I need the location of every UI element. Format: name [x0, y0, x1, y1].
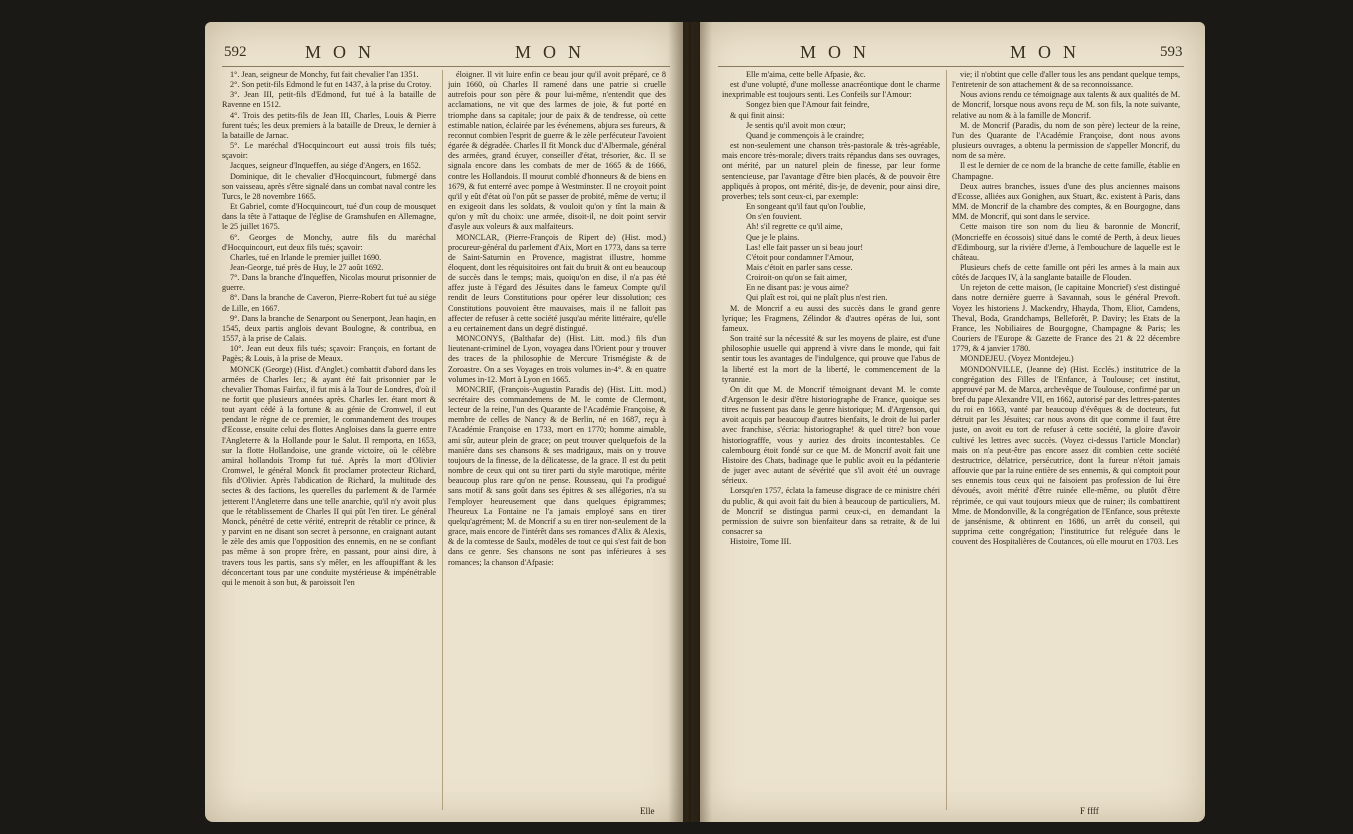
- text-paragraph: Quand je commençois à le craindre;: [746, 130, 864, 140]
- right-running-head-2: MON: [1010, 42, 1089, 62]
- left-page-number: 592: [224, 44, 247, 60]
- right-signature: F ffff: [1080, 806, 1099, 816]
- text-paragraph: MONCLAR, (Pierre-François de Ripert de) (Hist. mod.) procureur-général du parlement d'Aix, Mort en 1773, dans sa terre de Saint-Saturnin en Provence, magistrat illustre, homme éloquent, dont les réquisitoires ont fait du bruit & ont eu beaucoup de succès dans le temps; mais, quoiqu'on en dise, il n'a pas été affez juste à l'égard des Jésuites dans le fameux Compte qu'il rendit de leurs Constitutions pour opérer leur dissolution; ces Constitutions pouvoient être mauvaises, mais il ne falloit pas affecter de refuser à cette société jusqu'au mérite littéraire, qu'elle a eu certainement dans un degré distingué.: [448, 232, 666, 333]
- text-paragraph: Plusieurs chefs de cette famille ont péri les armes à la main aux côtés de Jacques IV, à la sanglante bataille de Flouden.: [952, 262, 1180, 283]
- left-catchword: Elle: [640, 806, 655, 816]
- text-paragraph: vie; il n'obtint que celle d'aller tous les ans pendant quelque temps, l'entretenir de son attachement & de sa reconnoissance.: [952, 70, 1180, 90]
- text-paragraph: Un rejeton de cette maison, (le capitaine Moncrief) s'est distingué dans notre dernière guerre à Savannah, sous le général Prevoft. Voyez les historiens J. Mackendry, Hhayda, Thom, Eliot, Camdens, Theval, Boda, Grandchamps, Belleforêt, P. Daviry; les Etats de la France, les Nobiliaires de Bourgogne, Champagne & Paris; les Couriers de l'Europe & Gazette de France des 21 & 22 décembre 1779, & 4 janvier 1780.: [952, 283, 1180, 354]
- text-paragraph: MONCRIF, (François-Augustin Paradis de) (Hist. Litt. mod.) secrétaire des commandemens de M. le comte de Clermont, lecteur de la reine, l'un des Quarante de l'Académie Françoise, & membre de celles de Nancy & de Berlin, né en 1687, reçu à l'Académie Françoise en 1733, mort en 1770; homme aimable, ami sûr, auteur plein de grace; on peut trouver quelquefois de la manière dans ses chansons & ses madrigaux, mais on y trouve toujours de la finesse, de la délicatesse, de la grace. Il est du petit nombre de ceux qui ont su tirer parti du style marotique, mérite beaucoup plus rare qu'on ne pense. Rousseau, qui l'a prodigué sans motif & sans goût dans ses épitres & ses allégories, n'a su l'employer heureusement que dans quelques épigrammes; l'heureux La Fontaine ne l'a jamais employé sans en tirer quelqu'agrément; M. de Moncrif a su en tirer non-seulement de la grace, mais encore de l'intérêt dans ses romances d'Alix & Alexis, & de la comtesse de Saulx, modèles de tout ce qui s'est fait de bon dans ce genre. Ses chansons ne sont pas inférieures à ses romances; la chanson d'Afpasie:: [448, 384, 666, 567]
- text-paragraph: Il est le dernier de ce nom de la branche de cette famille, établie en Champagne.: [952, 161, 1180, 181]
- text-paragraph: M. de Moncrif (Paradis, du nom de son père) lecteur de la reine, l'un des Quarante de l'Académie Françoise, dont nous avons plusieurs ouvrages, a obtenu la permission de s'appeller Moncrif, du nom de sa mère.: [952, 120, 1180, 161]
- text-paragraph: Que je le plains.: [746, 232, 800, 242]
- text-paragraph: 4°. Trois des petits-fils de Jean III, Charles, Louis & Pierre furent tués; les deux premiers à la bataille de Dreux, le dernier à la bataille de Jarnac.: [222, 110, 436, 140]
- text-paragraph: Et Gabriel, comte d'Hocquincourt, tué d'un coup de mousquet dans la tête à l'attaque de l'église de Gramshufen en Allemagne, le 25 juillet 1675.: [222, 202, 436, 232]
- text-paragraph: Ah! s'il regrette ce qu'il aime,: [746, 222, 843, 232]
- text-paragraph: Las! elle fait passer un si beau jour!: [746, 242, 864, 252]
- text-paragraph: Jacques, seigneur d'Inqueffen, au siége d'Angers, en 1652.: [230, 161, 421, 171]
- text-paragraph: Je sentis qu'il avoit mon cœur;: [746, 120, 846, 130]
- left-column-1: [222, 70, 436, 822]
- text-paragraph: 3°. Jean III, petit-fils d'Edmond, fut tué à la bataille de Ravenne en 1512.: [222, 90, 436, 110]
- text-paragraph: Son traité sur la nécessité & sur les moyens de plaire, est d'une philosophie usuelle qui apprend à vivre dans le monde, qui fait sentir tous les avantages de l'indulgence, qui prouve que l'abus de la liberté est la mort de la liberté, le commencement de la tyrannie.: [722, 334, 940, 384]
- text-paragraph: Elle m'aima, cette belle Afpasie, &c.: [746, 70, 866, 79]
- right-column-1: [722, 70, 940, 822]
- text-paragraph: MONCK (George) (Hist. d'Anglet.) combattit d'abord dans les armées de Charles Ier.; & ayant été fait prisonnier par le chevalier Thomas Fairfax, il fut mis à la Tour de Londres, d'où il ne fortit que plusieurs années après. Charles Ier. étant mort & tout ayant cédé à la fortune & au génie de Cromwel, il eut pendant le règne de ce premier, le commandement des troupes d'Ecosse, ensuite celui des flottes Angloises dans la guerre entre l'Angleterre & la Hollande pour le Salut. Il remporta, en 1653, sur la flotte Hollandoise, une grande victoire, où le célèbre amiral hollandois Tromp fut tué. Après la mort d'Olivier Cromwel, le général Monck fit proclamer protecteur Richard, fils d'Olivier. Après l'abdication de Richard, la multitude des sectes & des factions, les querelles du parlement & de l'armée jetterent l'Angleterre dans une telle anarchie, qu'il n'y avoit plus que le rétablissement de Charles II qui pût l'en tirer. Le général Monck, pénétré de cette vérité, entreprit de rétablir ce prince, & y parvint en ne disant son secret à personne, en craignant autant le zèle des amis que l'opposition des ennemis, en ne se confiant pas même à son propre frère, en passant, pour ainsi dire, à travers tous les partis, sans s'y mêler, en les affoupiffant & les déconcertant tous par une conduite mystérieuse & impénétrable qui le menoit à son but, & paroissoit l'en: [222, 364, 436, 587]
- text-paragraph: En songeant qu'il faut qu'on l'oublie,: [746, 202, 866, 212]
- text-paragraph: MONDONVILLE, (Jeanne de) (Hist. Ecclés.) institutrice de la congrégation des Filles de l'Enfance, à Toulouse; cet institut, approuvé par M. de Marca, archevêque de Toulouse, confirmé par un bref du pape Alexandre VII, en 1662, autorisé par des lettres-patentes du roi en 1663, vanté par beaucoup d'évêques & de docteurs, fut détruit par les Jésuites; car nous avons dit que comme il faut être juste, on avoit eu tort de refuser à cette société, la gloire d'avoir cultivé les lettres avec succès. (Voyez ci-dessus l'article Monclar) mais on n'a peut-être pas encore assez dit combien cette société destructrice, délatrice, persécutrice, dont la fureur n'étoit jamais affouvie que par la ruine entière de ses ennemis, & qui comptoit pour ses ennemis tous ceux qui ne faisoient pas profession de lui être dévoués, avoit mérité d'être ruinée elle-même, ou plutôt d'être réprimée, ce qui vaut toujours mieux que de ruiner; ils combattirent Mme. de Mondonville, & la congrégation de l'Enfance, sous prétexte de jansénisme, & obtinrent en 1686, un arrêt du conseil, qui supprima cette congrégation; l'institutrice fut reléguée dans le couvent des Hospitalières de Coutances, où elle mourut en 1703. Les: [952, 364, 1180, 547]
- text-paragraph: 10°. Jean eut deux fils tués; sçavoir: François, en fortant de Pagès; & Louis, à la prise de Meaux.: [222, 344, 436, 364]
- text-paragraph: 5°. Le maréchal d'Hocquincourt eut aussi trois fils tués; sçavoir:: [222, 141, 436, 161]
- text-paragraph: 2°. Son petit-fils Edmond le fut en 1437, à la prise du Crotoy.: [230, 80, 432, 90]
- text-paragraph: Jean-George, tué près de Huy, le 27 août 1692.: [230, 262, 384, 272]
- text-paragraph: Nous avions rendu ce témoignage aux talents & aux qualités de M. de Moncrif, lorsque nous avons reçu de M. son fils, la note suivante, relative au nom & à la famille de Moncrif.: [952, 90, 1180, 120]
- text-paragraph: & qui finit ainsi:: [730, 110, 785, 120]
- text-paragraph: Charles, tué en Irlande le premier juillet 1690.: [230, 252, 382, 262]
- right-column-2: [952, 70, 1180, 822]
- text-paragraph: M. de Moncrif a eu aussi des succès dans le grand genre lyrique; les Fragmens, Zélindor & d'autres opéras de lui, sont fameux.: [722, 303, 940, 333]
- text-paragraph: Deux autres branches, issues d'une des plus anciennes maisons d'Ecosse, alliées aux Gonighen, aux Stuart, &c. existent à Paris, dans MM. de Moncrif de la chambre des comptes, & en Bourgogne, dans MM. de Moncrif, qui sont dans le service.: [952, 181, 1180, 222]
- text-paragraph: On dit que M. de Moncrif témoignant devant M. le comte d'Argenson le desir d'être historiographe de France, quoique ses titres ne fussent pas dans le genre historique; M. d'Argenson, qui avoit acquis par beaucoup d'autres bienfaits, le droit de lui parler avec franchise, s'écria: historiographe! & quel titre? bon voue historiografffe, vous y auriez des droits incontestables. Ce calembourg étoit fondé sur ce que M. de Moncrif avoit fait une Histoire des Chats, badinage que le public avoit eu la pédanterie de juger avec autant de sévérité que s'il avoit été un ouvrage sérieux.: [722, 384, 940, 486]
- right-page-number: 593: [1160, 44, 1183, 60]
- left-column-2: [448, 70, 666, 822]
- left-running-head-2: MON: [515, 42, 594, 62]
- left-column-divider: [442, 70, 443, 810]
- text-paragraph: MONDEJEU. (Voyez Montdejeu.): [960, 354, 1074, 364]
- right-head-rule: [718, 66, 1184, 67]
- text-paragraph: 1°. Jean, seigneur de Monchy, fut fait chevalier l'an 1351.: [230, 70, 419, 79]
- text-paragraph: Songez bien que l'Amour fait feindre,: [746, 100, 870, 110]
- text-paragraph: C'étoit pour condamner l'Amour,: [746, 252, 854, 262]
- text-paragraph: En ne disant pas: je vous aime?: [746, 283, 849, 293]
- text-paragraph: Dominique, dit le chevalier d'Hocquincourt, fubmergé dans son vaisseau, après s'être signalé dans un combat naval contre les Turcs, le 28 novembre 1665.: [222, 171, 436, 201]
- right-column-divider: [946, 70, 947, 810]
- text-paragraph: 8°. Dans la branche de Caveron, Pierre-Robert fut tué au siége de Lille, en 1667.: [222, 293, 436, 313]
- text-paragraph: MONCONYS, (Balthafar de) (Hist. Litt. mod.) fils d'un lieutenant-criminel de Lyon, voyagea dans l'Orient pour y trouver des traces de la philosophie de Mercure Trismégiste & de Zoroastre. On a ses Voyages en trois volumes in-4°. & en quatre volumes in-12. Mort à Lyon en 1665.: [448, 334, 666, 384]
- text-paragraph: Croiroit-on qu'on se fait aimer,: [746, 273, 847, 283]
- text-paragraph: Histoire, Tome III.: [730, 537, 792, 547]
- text-paragraph: 9°. Dans la branche de Senarpont ou Senerpont, Jean haqin, en 1545, deux partis anglois devant Boulogne, & contribua, en 1557, à la prise de Calais.: [222, 313, 436, 344]
- text-paragraph: 6°. Georges de Monchy, autre fils du maréchal d'Hocquincourt, eut deux fils tués; sçavoir:: [222, 232, 436, 252]
- text-paragraph: Cette maison tire son nom du lieu & baronnie de Moncrif, (Moncrieffe en écossois) situé dans le comté de Perth, à deux lieues d'Edimbourg, sur la rivière d'Jerne, à l'embouchure de laquelle est le château.: [952, 222, 1180, 262]
- text-paragraph: Qui plaît est roi, qui ne plaît plus n'est rien.: [746, 293, 888, 303]
- text-paragraph: éloigner. Il vit luire enfin ce beau jour qu'il avoit préparé, ce 8 juin 1660, où Charles II ramené dans une patrie si cruelle autrefois pour son père & pour lui-même, n'entendit que des acclamations, ne vit que des larmes de joie, & fut porté en triomphe dans sa capitale; jour de paix & de tendresse, où cette estimable nation, éclairée par les événemens, abjura ses fureurs, & reconnut combien l'esprit de guerre & le zèle perfécuteur l'avoient égarée & dégradée. Charles II fit Monck duc d'Albermale, général des armées, grand écuyer, conseiller d'état, trésorier, &c. Il se signala encore dans les combats de mer de 1665 & de 1666, contre les Hollandois. Il mourut comblé d'honneurs & de biens en 1679, & fut enterré avec pompe à Westminster. Il ne croyoit point qu'il y eût d'état où l'on pût se passer de probité, même de vertu; il en exigeoit dans les soldats, & vouloit qu'on y tînt la main & qu'on y mît du choix: une armée, disoit-il, ne doit point servir d'asyle aux voleurs & aux malfaiteurs.: [448, 70, 666, 232]
- text-paragraph: Mais c'étoit en parler sans cesse.: [746, 262, 853, 272]
- text-paragraph: est d'une volupté, d'une mollesse anacréontique dont le charme inexprimable est toujours senti. Les Confeils sur l'Amour:: [722, 80, 940, 100]
- left-running-head-1: MON: [305, 42, 384, 62]
- text-paragraph: On s'en fouvient.: [746, 212, 802, 222]
- right-running-head-1: MON: [800, 42, 879, 62]
- left-head-rule: [222, 66, 670, 67]
- text-paragraph: Lorsqu'en 1757, éclata la fameuse disgrace de ce ministre chéri du public, & qui avoit fait du bien à beaucoup de particuliers, M. de Moncrif se distingua parmi ceux-ci, en demandant la permission de suivre son bienfaiteur dans sa retraite, & de lui consacrer sa: [722, 486, 940, 537]
- text-paragraph: 7°. Dans la branche d'Inqueffen, Nicolas mourut prisonnier de guerre.: [222, 273, 436, 293]
- text-paragraph: est non-seulement une chanson très-pastorale & très-agréable, mais encore très-morale; divers traits répandus dans ses ouvrages, ont mérité, par un naturel plein de finesse, par leur forme sentencieuse, par l'avantage d'être bien placés, & de pouvoir être appliqués à propos, ont mérité, dis-je, de devenir, pour ainsi dire, proverbes; tels sont ceux-ci, par exemple:: [722, 141, 940, 201]
